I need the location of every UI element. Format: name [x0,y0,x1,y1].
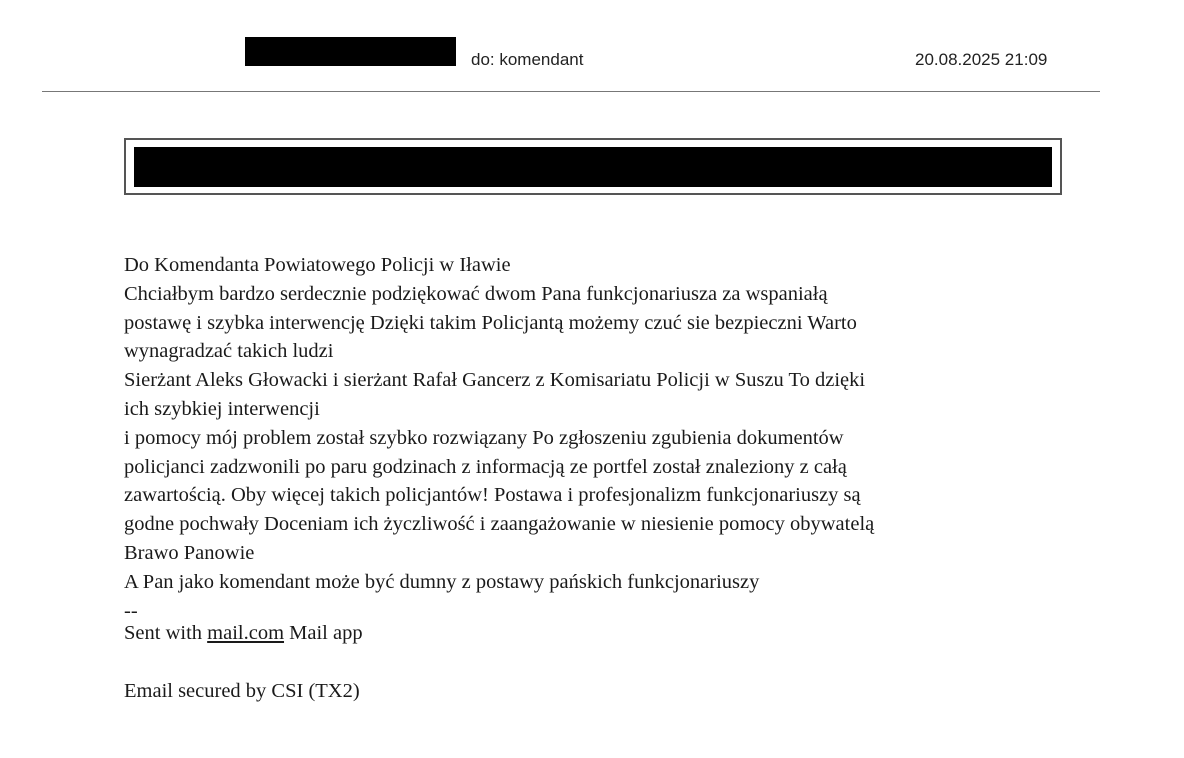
signature-suffix: Mail app [284,622,363,644]
security-footer: Email secured by CSI (TX2) [124,680,360,702]
body-line: godne pochwały Doceniam ich życzliwość i zaangażowanie w niesienie pomocy obywatelą [124,513,875,536]
body-line: Sierżant Aleks Głowacki i sierżant Rafał Gancerz z Komisariatu Policji w Suszu To dzięki [124,369,866,392]
recipient-label: do: komendant [471,50,584,69]
mail-com-link[interactable]: mail.com [207,622,285,644]
body-line: Brawo Panowie [124,541,255,564]
body-line: Do Komendanta Powiatowego Policji w Iławie [124,254,511,276]
signature [124,622,363,645]
body-line: Chciałbym bardzo serdecznie podziękować dwom Pana funkcjonariusza za wspaniałą [124,282,828,305]
body-line: i pomocy mój problem został szybko rozwiązany Po zgłoszeniu zgubienia dokumentów [124,426,844,449]
sent-date: 20.08.2025 21:09 [915,50,1048,69]
message-body [124,251,1124,625]
header-divider [42,91,1100,92]
body-line: -- [124,599,138,622]
body-line: A Pan jako komendant może być dumny z postawy pańskich funkcjonariuszy [124,570,760,593]
subject-box [124,138,1062,195]
redacted-subject [134,147,1052,187]
body-line: zawartością. Oby więcej takich policjantów! Postawa i profesjonalizm funkcjonariuszy są [124,484,861,507]
body-line: policjanci zadzwonili po paru godzinach z informacją ze portfel został znaleziony z całą [124,455,847,478]
signature-prefix: Sent with [124,622,208,644]
body-line: postawę i szybka interwencję Dzięki takim Policjantą możemy czuć sie bezpieczni Warto [124,311,857,334]
redacted-sender [245,37,456,66]
body-line: ich szybkiej interwencji [124,397,320,420]
body-line: wynagradzać takich ludzi [124,340,334,363]
